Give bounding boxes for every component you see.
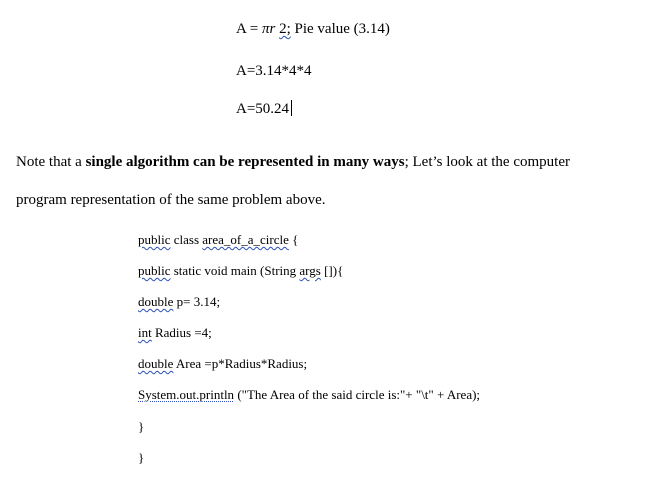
code-line-6 bbox=[138, 388, 480, 401]
note-bold-text: single algorithm can be represented in many ways bbox=[85, 154, 405, 170]
area-formula bbox=[236, 22, 390, 37]
println-call: System.out.println bbox=[138, 387, 235, 402]
code-text: p= 3.14; bbox=[173, 294, 221, 309]
code-line-3 bbox=[138, 295, 220, 308]
formula-lhs: A = bbox=[236, 21, 262, 37]
code-line-2 bbox=[138, 264, 343, 277]
squared-marker: 2; bbox=[279, 21, 291, 37]
result-text: A=50.24 bbox=[236, 101, 290, 117]
code-text: []){ bbox=[320, 263, 344, 278]
note-part-1: Note that a bbox=[16, 154, 86, 170]
code-text: Radius =4; bbox=[151, 325, 212, 340]
code-keyword-double: double bbox=[138, 294, 174, 309]
pie-value-text: Pie value (3.14) bbox=[290, 21, 390, 37]
note-paragraph-line-1 bbox=[16, 155, 570, 170]
radius-symbol: r bbox=[269, 21, 276, 37]
code-keyword-public: public bbox=[138, 263, 171, 278]
code-keyword-int: int bbox=[138, 325, 152, 340]
calculation-result bbox=[236, 100, 292, 117]
pi-symbol: π bbox=[261, 21, 270, 37]
code-keyword-double: double bbox=[138, 356, 174, 371]
args-token: args bbox=[299, 263, 321, 278]
code-line-4 bbox=[138, 326, 212, 339]
code-line-1 bbox=[138, 233, 298, 246]
text-cursor bbox=[291, 100, 292, 116]
code-line-5 bbox=[138, 357, 307, 370]
note-paragraph-line-2: program representation of the same problem above. bbox=[16, 192, 326, 208]
note-part-2: ; Let’s look at the computer bbox=[404, 154, 570, 170]
calculation-step-1: A=3.14*4*4 bbox=[236, 63, 312, 79]
code-text: static void main (String bbox=[170, 263, 300, 278]
code-text: { bbox=[288, 232, 299, 247]
code-line-8: } bbox=[138, 450, 145, 465]
code-text: class bbox=[170, 232, 203, 247]
code-text: Area =p*Radius*Radius; bbox=[173, 356, 308, 371]
code-line-7: } bbox=[138, 419, 145, 434]
class-name: area_of_a_circle bbox=[202, 232, 289, 247]
code-text: ("The Area of the said circle is:"+ "\t" + Area); bbox=[234, 387, 481, 402]
code-keyword-public: public bbox=[138, 232, 171, 247]
